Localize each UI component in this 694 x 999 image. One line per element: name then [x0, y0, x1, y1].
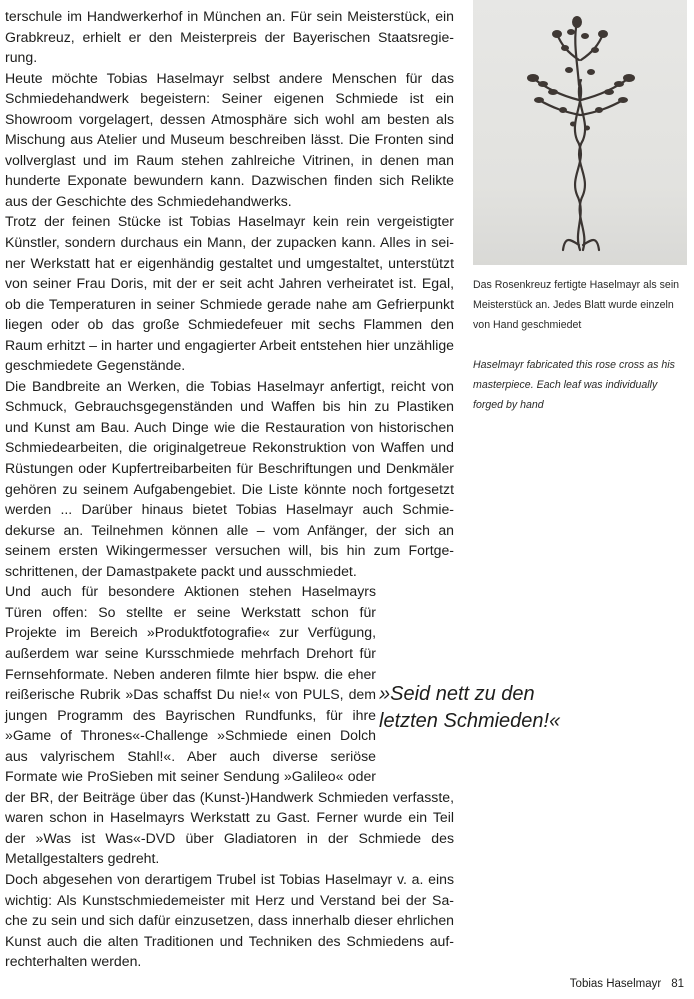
paragraph: Trotz der feinen Stücke ist Tobias Haselmayr kein rein vergeistigter Künstler, sondern durchaus ein Mann, der zupacken kann. Alles in seiner Werkstatt hat er eigenhändig gestaltet und umgestaltet, unterstützt von seiner Frau Doris, mit der er seit acht Jahren verheiratet ist. Egal, ob die Temperaturen in seiner Schmiede gerade nahe am Gefrierpunkt liegen oder ob das große Schmiedefeuer mit sechs Flammen den Raum erhitzt – in harter und engagierter Arbeit entstehen hier unzählige geschmiedete Gegenstände. [5, 213, 454, 374]
pull-quote-line: letzten Schmieden!« [379, 710, 561, 732]
pull-quote-line: »Seid nett zu den [379, 683, 535, 705]
footer-name: Tobias Haselmayr [569, 978, 662, 990]
page-number: 81 [671, 978, 684, 990]
pull-quote [379, 681, 599, 735]
paragraph: Und auch für besondere Aktionen stehen Haselmayrs Türen offen: So stellte er seine Werkstatt schon für Projekte im Bereich »Produktfotografie« zur Verfügung, außerdem war seine Kursschmiede mehrfach Drehort für Fernsehformate. Neben anderen filmte hier bspw. die eher reißerische Rubrik »Das schaffst Du nie!« von PULS, dem jungen Programm des Bayrischen Rundfunks, für ihre »Game of Thrones«-Challenge »Schmiede einen Dolch aus valyrischem Stahl!«. Aber auch diverse seriöse Formate wie ProSieben mit seiner Sendung »Galileo« oder der BR, der Beiträge über das (Kunst-)Handwerk Schmieden verfasste, waren schon in Haselmayrs Werkstatt zu Gast. Ferner wurde ein Teil der »Was ist Was«-DVD über Gladiatoren in der Schmiede des Metallgestalters gedreht. [5, 583, 454, 867]
article-body [5, 6, 454, 972]
rose-cross-icon [473, 0, 687, 265]
paragraph: Doch abgesehen von derartigem Trubel ist Tobias Haselmayr v. a. eins wichtig: Als Kunstschmiedemeister mit Herz und Verstand bei der Sache zu sein und sich dafür einzusetzen, dass innerhalb dieser ehrlichen Kunst auch die alten Traditionen und Techniken des Schmiedens aufrechterhalten werden. [5, 870, 454, 970]
paragraph: terschule im Handwerkerhof in München an. Für sein Meisterstück, ein Grabkreuz, erhielt er den Meisterpreis der Bayerischen Staatsregierung. [5, 8, 454, 66]
photo-caption-english: Haselmayr fabricated this rose cross as his masterpiece. Each leaf was individually forged by hand [473, 359, 675, 411]
paragraph: Die Bandbreite an Werken, die Tobias Haselmayr anfertigt, reicht von Schmuck, Gebrauchsgegenständen und Waffen bis hin zu Plastiken und Kunst am Bau. Auch Dinge wie die Restauration von historischen Schmiedearbeiten, die originalgetreue Rekonstruktion von Waffen und Rüstungen oder Kupfertreibarbeiten für Beschriftungen und Denkmäler gehören zu seinem Aufgabengebiet. Die Liste könnte noch fortgesetzt werden ... Darüber hinaus bietet Tobias Haselmayr auch Schmiedekurse an. Teilnehmen können alle – vom Anfänger, der sich an seinem ersten Wikingermesser versuchen will, bis hin zum Fortgeschrittenen, der Damastpakete packt und ausschmiedet. [5, 377, 454, 579]
rose-cross-photo [473, 0, 687, 265]
paragraph: Heute möchte Tobias Haselmayr selbst andere Menschen für das Schmiedehandwerk begeistern: Seiner eigenen Schmiede ist ein Showroom vorgelagert, dessen Atmosphäre sich wohl am besten als Mischung aus Atelier und Museum beschreiben lässt. Die Fronten sind vollverglast und im Raum stehen zahlreiche Vitrinen, in denen man hunderte Exponate bewundern kann. Dazwischen finden sich Relikte aus der Geschichte des Schmiedehandwerks. [5, 69, 454, 209]
page-footer [570, 978, 684, 990]
photo-caption-german: Das Rosenkreuz fertigte Haselmayr als sein Meisterstück an. Jedes Blatt wurde einzeln von Hand geschmiedet [473, 279, 680, 331]
